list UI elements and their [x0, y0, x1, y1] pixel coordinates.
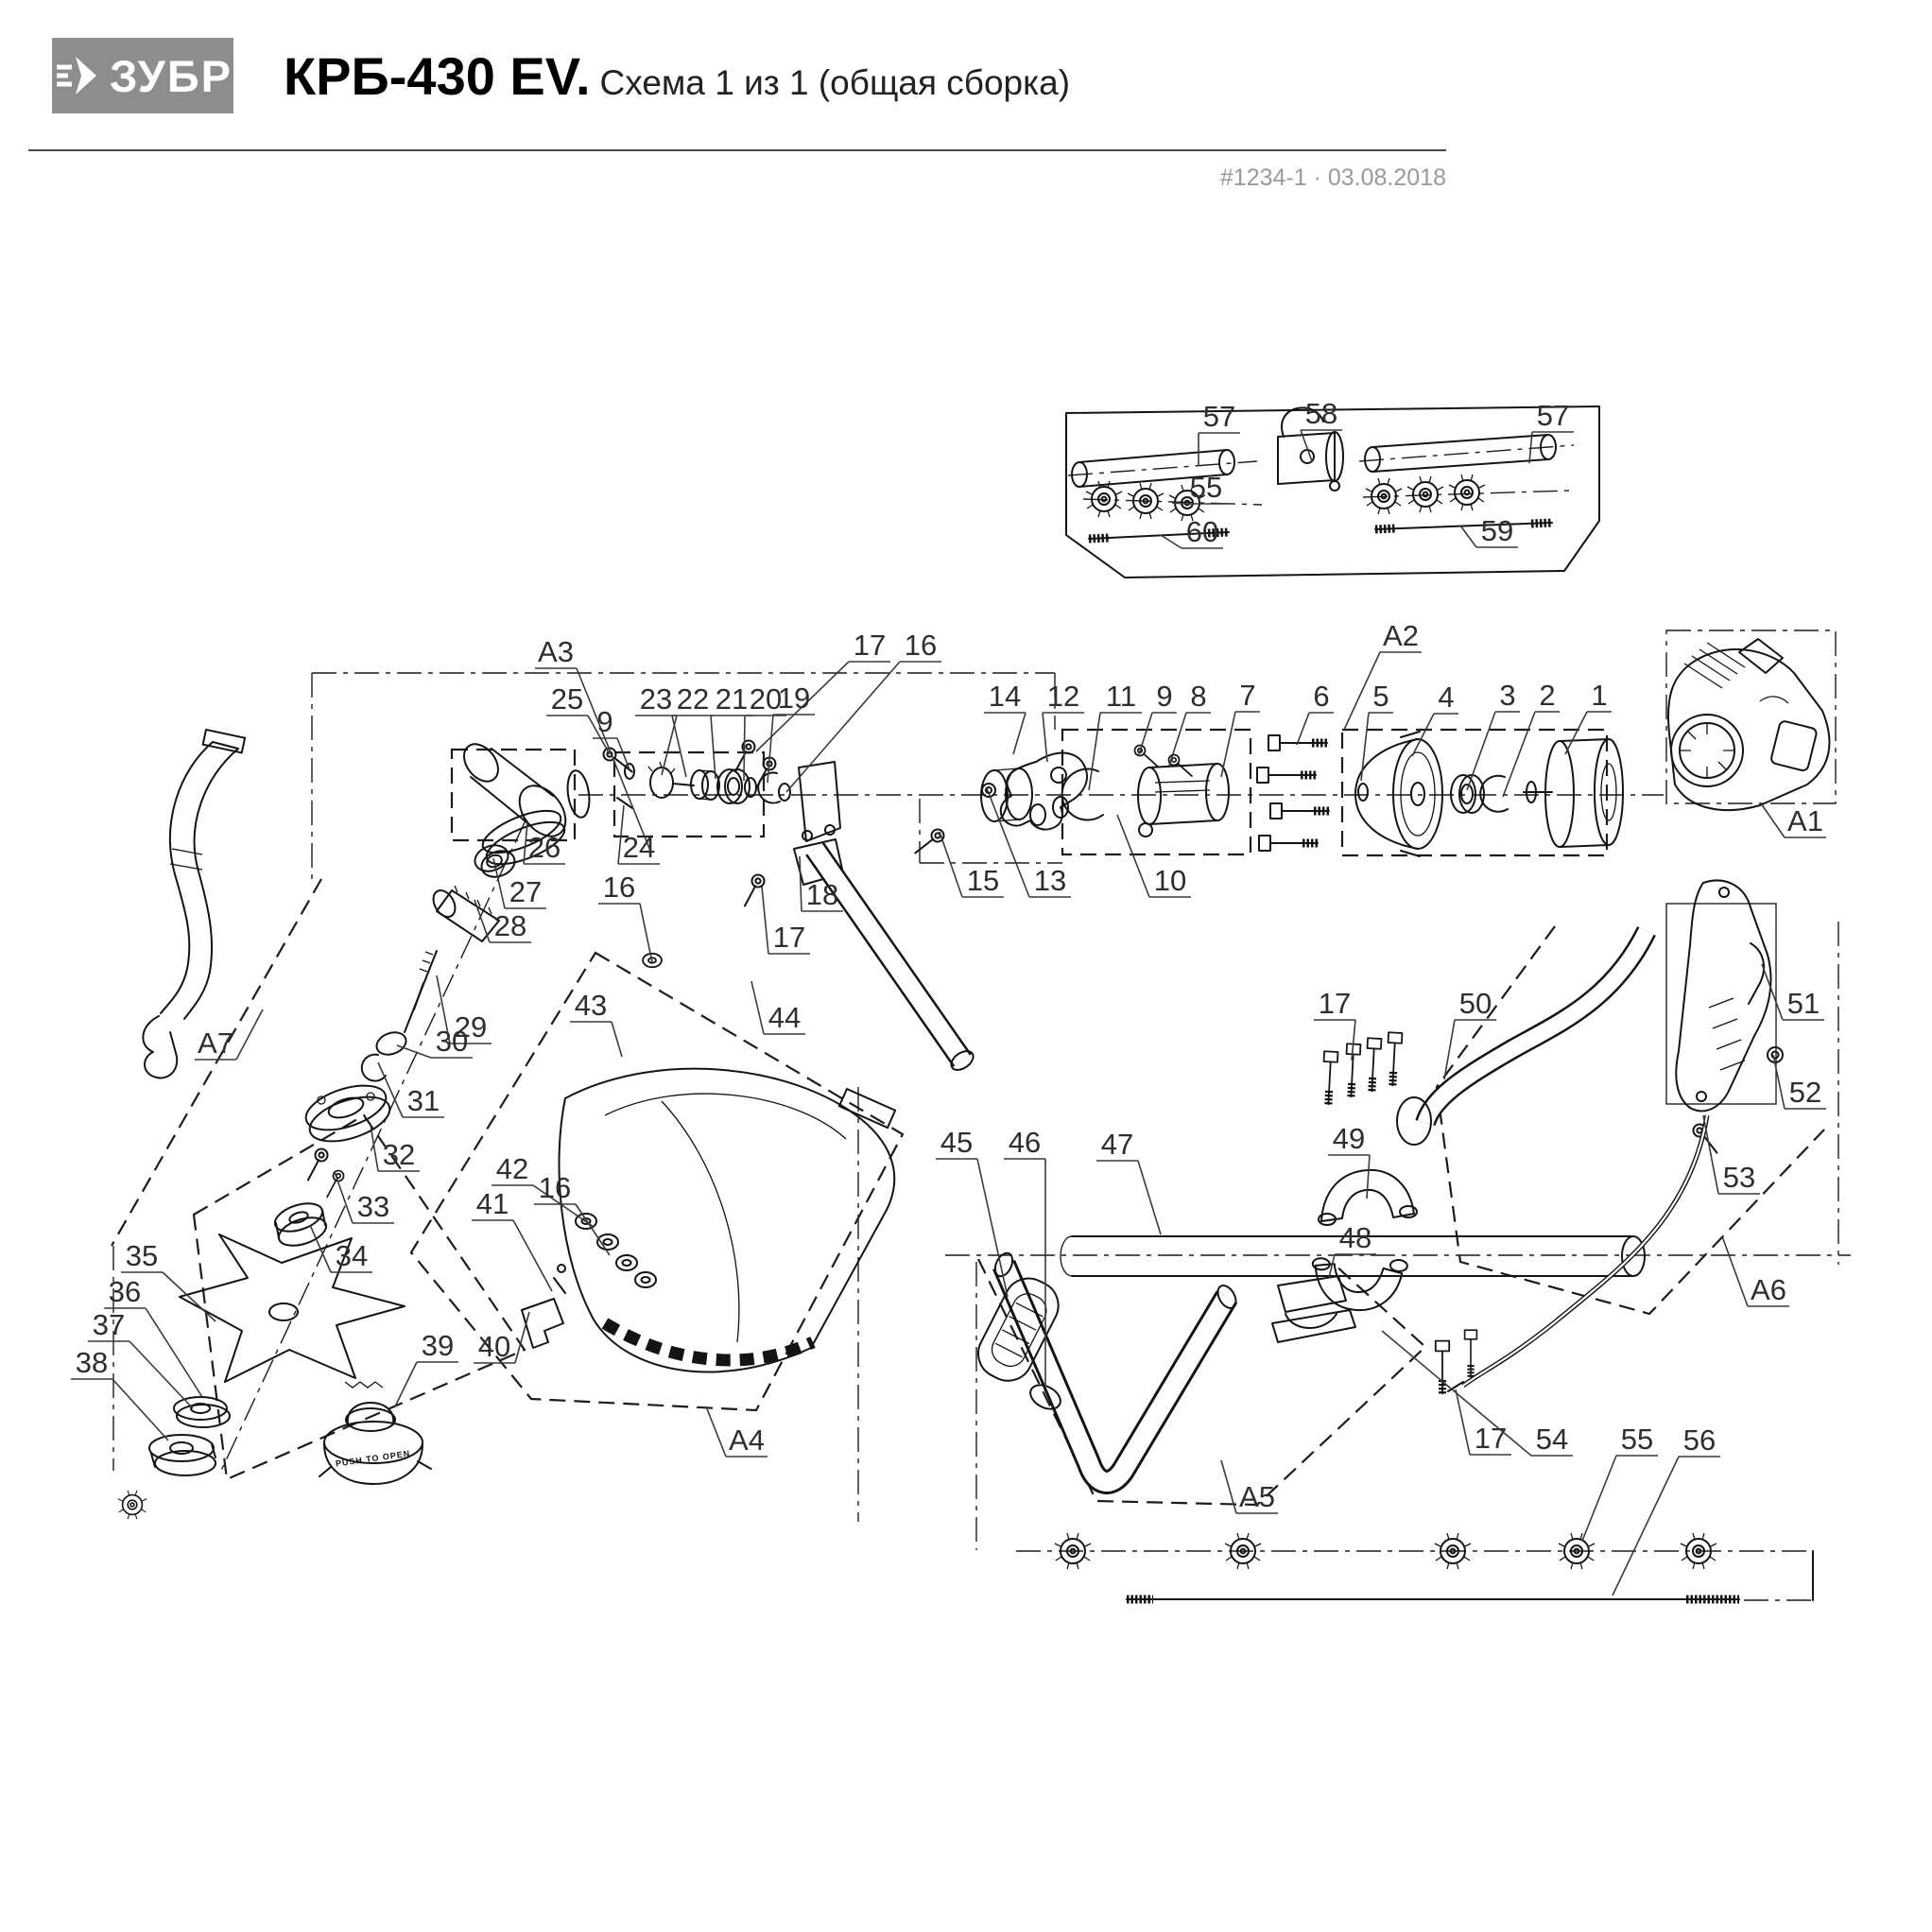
- loop-handle-tube-46: [992, 1251, 1239, 1482]
- part-label-A5: [1221, 1460, 1278, 1513]
- part-label-12: [1043, 680, 1084, 762]
- clamp-bolt-17: [1465, 1330, 1477, 1377]
- washer-37: [174, 1397, 230, 1427]
- part-label-A7: [195, 1009, 263, 1060]
- bearing-cup-34: [271, 1199, 329, 1251]
- svg-text:53: 53: [1722, 1161, 1756, 1194]
- nut-52: [1768, 1047, 1783, 1062]
- washer-20: [745, 778, 756, 797]
- part-label-14: [984, 680, 1026, 754]
- svg-text:54: 54: [1535, 1423, 1569, 1456]
- part-label-6: [1297, 680, 1334, 745]
- svg-text:30: 30: [435, 1025, 469, 1058]
- svg-text:18: 18: [805, 878, 839, 911]
- svg-text:A4: A4: [729, 1423, 765, 1457]
- svg-text:3: 3: [1499, 679, 1516, 712]
- svg-text:45: 45: [940, 1126, 974, 1159]
- part-label-31: [378, 1062, 444, 1117]
- svg-text:55: 55: [1189, 471, 1223, 504]
- brand-logo-text: ЗУБР: [109, 50, 233, 101]
- bearing-3: [1451, 775, 1484, 813]
- part-label-13: [987, 788, 1071, 897]
- throttle-cable: [1448, 1115, 1707, 1391]
- svg-text:25: 25: [550, 682, 584, 716]
- washer-5: [1358, 784, 1368, 801]
- svg-text:51: 51: [1786, 987, 1820, 1020]
- part-label-59: [1460, 514, 1518, 547]
- part-label-1: [1565, 679, 1612, 754]
- part-label-58: [1301, 397, 1342, 461]
- svg-text:13: 13: [1033, 864, 1067, 897]
- part-label-15: [940, 832, 1004, 897]
- washer-16: [779, 784, 790, 801]
- part-label-9: [1139, 680, 1177, 754]
- part-label-16: [598, 871, 652, 962]
- svg-text:21: 21: [715, 682, 749, 716]
- part-label-21: [711, 682, 752, 779]
- svg-text:55: 55: [1620, 1423, 1654, 1456]
- part-label-4: [1412, 681, 1458, 756]
- engine-top-cap: [1739, 639, 1783, 673]
- part-label-57: [1529, 399, 1574, 463]
- circlip-31: [362, 1055, 386, 1081]
- svg-text:38: 38: [75, 1346, 109, 1379]
- bottom-rod-set: [1055, 1533, 1739, 1599]
- bolt-6: [1259, 836, 1318, 851]
- svg-text:32: 32: [382, 1138, 416, 1171]
- svg-text:10: 10: [1153, 864, 1187, 897]
- svg-text:37: 37: [92, 1308, 126, 1341]
- part-label-55: [1172, 471, 1227, 504]
- cutting-blade-35: [180, 1234, 405, 1382]
- svg-text:44: 44: [768, 1001, 802, 1034]
- clamp-screw-15: [911, 827, 946, 858]
- svg-text:16: 16: [538, 1171, 572, 1204]
- svg-text:28: 28: [493, 909, 527, 942]
- engine-assembly-a1: [1668, 639, 1829, 810]
- chain-lines: [113, 445, 1851, 1600]
- bearing-30: [373, 1028, 409, 1059]
- spool-text: PUSH TO OPEN: [335, 1448, 411, 1469]
- part-label-43: [570, 989, 622, 1057]
- svg-text:35: 35: [125, 1239, 159, 1272]
- svg-text:9: 9: [1156, 680, 1173, 713]
- svg-text:57: 57: [1536, 399, 1570, 432]
- screw-9: [1132, 743, 1161, 770]
- part-label-52: [1773, 1055, 1826, 1109]
- svg-text:33: 33: [356, 1190, 390, 1223]
- svg-text:48: 48: [1338, 1221, 1372, 1254]
- clamp-screws-17: [1321, 1032, 1402, 1104]
- svg-text:31: 31: [406, 1084, 440, 1117]
- svg-text:23: 23: [639, 682, 673, 716]
- bolt-6: [1257, 768, 1316, 783]
- svg-text:4: 4: [1438, 681, 1455, 714]
- bolt-6: [1270, 803, 1329, 819]
- nut-55: [1449, 474, 1485, 510]
- svg-text:26: 26: [527, 831, 561, 864]
- part-label-7: [1221, 679, 1260, 777]
- svg-text:17: 17: [853, 629, 887, 662]
- svg-text:17: 17: [1318, 987, 1352, 1020]
- svg-text:1: 1: [1591, 679, 1608, 712]
- part-label-44: [751, 981, 805, 1034]
- part-label-33: [335, 1172, 394, 1223]
- trigger-grip-51: [1676, 881, 1770, 1112]
- svg-text:A1: A1: [1787, 804, 1823, 837]
- svg-text:5: 5: [1372, 680, 1389, 713]
- model-title: КРБ-430 EV.: [284, 46, 591, 106]
- shield-washer-16: [616, 1255, 637, 1270]
- part-label-17: [1314, 987, 1355, 1061]
- svg-text:34: 34: [335, 1239, 369, 1272]
- region-blade-set: [194, 1115, 525, 1479]
- svg-text:56: 56: [1682, 1423, 1716, 1457]
- svg-text:24: 24: [622, 831, 656, 864]
- debris-shield-43: [559, 1069, 895, 1372]
- svg-text:8: 8: [1190, 680, 1207, 713]
- nut-55: [1407, 476, 1443, 512]
- shaft-coupler-7: [1138, 764, 1229, 837]
- part-label-17: [762, 887, 810, 954]
- svg-text:12: 12: [1046, 680, 1080, 713]
- part-label-8: [1169, 680, 1211, 766]
- part-label-A4: [706, 1406, 768, 1457]
- part-number-labels: [71, 397, 1826, 1596]
- svg-text:29: 29: [454, 1010, 488, 1044]
- fixing-nut: [118, 1491, 147, 1519]
- handlebar-tube-50: [1397, 931, 1647, 1145]
- svg-text:7: 7: [1239, 679, 1256, 712]
- part-label-24: [618, 805, 660, 864]
- svg-text:A6: A6: [1751, 1273, 1786, 1306]
- svg-text:2: 2: [1539, 679, 1556, 712]
- svg-text:A3: A3: [538, 635, 574, 668]
- bevel-gear-28: [429, 886, 499, 941]
- svg-text:58: 58: [1304, 397, 1338, 430]
- part-label-22: [672, 682, 714, 777]
- svg-text:47: 47: [1100, 1128, 1134, 1161]
- part-label-38: [71, 1346, 168, 1440]
- svg-text:57: 57: [1202, 400, 1236, 433]
- part-label-60: [1161, 515, 1223, 548]
- part-label-11: [1089, 680, 1142, 790]
- svg-text:14: 14: [988, 680, 1022, 713]
- svg-text:43: 43: [574, 989, 608, 1022]
- throttle-trigger: [1749, 943, 1764, 1004]
- document-reference: #1234-1 · 03.08.2018: [1219, 164, 1446, 191]
- shield-washer-42: [635, 1272, 656, 1287]
- clutch-drum-1: [1524, 739, 1623, 847]
- svg-text:52: 52: [1788, 1076, 1822, 1109]
- part-label-A1: [1761, 803, 1826, 837]
- svg-text:A5: A5: [1239, 1480, 1275, 1513]
- svg-text:16: 16: [602, 871, 636, 904]
- drive-tube-and-handles: [970, 931, 1647, 1482]
- drive-rod-59: [1375, 523, 1552, 529]
- screw-33: [302, 1147, 330, 1182]
- svg-text:19: 19: [777, 681, 811, 715]
- svg-text:49: 49: [1332, 1122, 1366, 1155]
- svg-text:17: 17: [772, 921, 806, 954]
- part-label-23: [635, 682, 677, 775]
- part-label-32: [371, 1125, 420, 1171]
- part-label-53: [1703, 1115, 1760, 1194]
- svg-text:17: 17: [1474, 1422, 1508, 1455]
- support-cup-38: [149, 1435, 216, 1475]
- part-label-30: [397, 1025, 473, 1058]
- coupler-cluster: [911, 743, 1229, 857]
- shaft-tube-44: [815, 849, 976, 1074]
- part-label-A3: [535, 635, 650, 851]
- svg-text:60: 60: [1185, 515, 1219, 548]
- svg-text:20: 20: [749, 682, 783, 716]
- svg-text:41: 41: [475, 1187, 509, 1220]
- svg-text:36: 36: [108, 1275, 142, 1308]
- svg-text:A2: A2: [1383, 619, 1419, 652]
- scheme-subtitle: Схема 1 из 1 (общая сборка): [599, 63, 1071, 102]
- svg-text:39: 39: [421, 1329, 455, 1362]
- part-label-10: [1117, 815, 1191, 897]
- throttle-handle-assembly: [1448, 881, 1783, 1391]
- part-label-A6: [1722, 1236, 1789, 1306]
- svg-text:11: 11: [1105, 680, 1137, 713]
- svg-text:27: 27: [509, 875, 543, 908]
- svg-text:46: 46: [1008, 1126, 1042, 1159]
- svg-text:A7: A7: [198, 1026, 233, 1060]
- svg-text:9: 9: [596, 705, 613, 738]
- svg-text:40: 40: [477, 1330, 511, 1363]
- air-filter-box: [1770, 720, 1818, 771]
- part-label-39: [395, 1329, 458, 1406]
- svg-text:6: 6: [1313, 680, 1330, 713]
- part-label-40: [474, 1312, 529, 1363]
- part-label-26: [524, 822, 565, 864]
- assembly-regions: [112, 406, 1836, 1505]
- svg-text:59: 59: [1480, 514, 1514, 547]
- part-label-47: [1096, 1128, 1161, 1234]
- svg-text:42: 42: [495, 1152, 529, 1185]
- svg-text:50: 50: [1458, 987, 1492, 1020]
- svg-text:22: 22: [676, 682, 710, 716]
- svg-text:16: 16: [904, 629, 938, 662]
- bevel-pinion-23: [648, 762, 694, 798]
- svg-text:15: 15: [966, 864, 1000, 897]
